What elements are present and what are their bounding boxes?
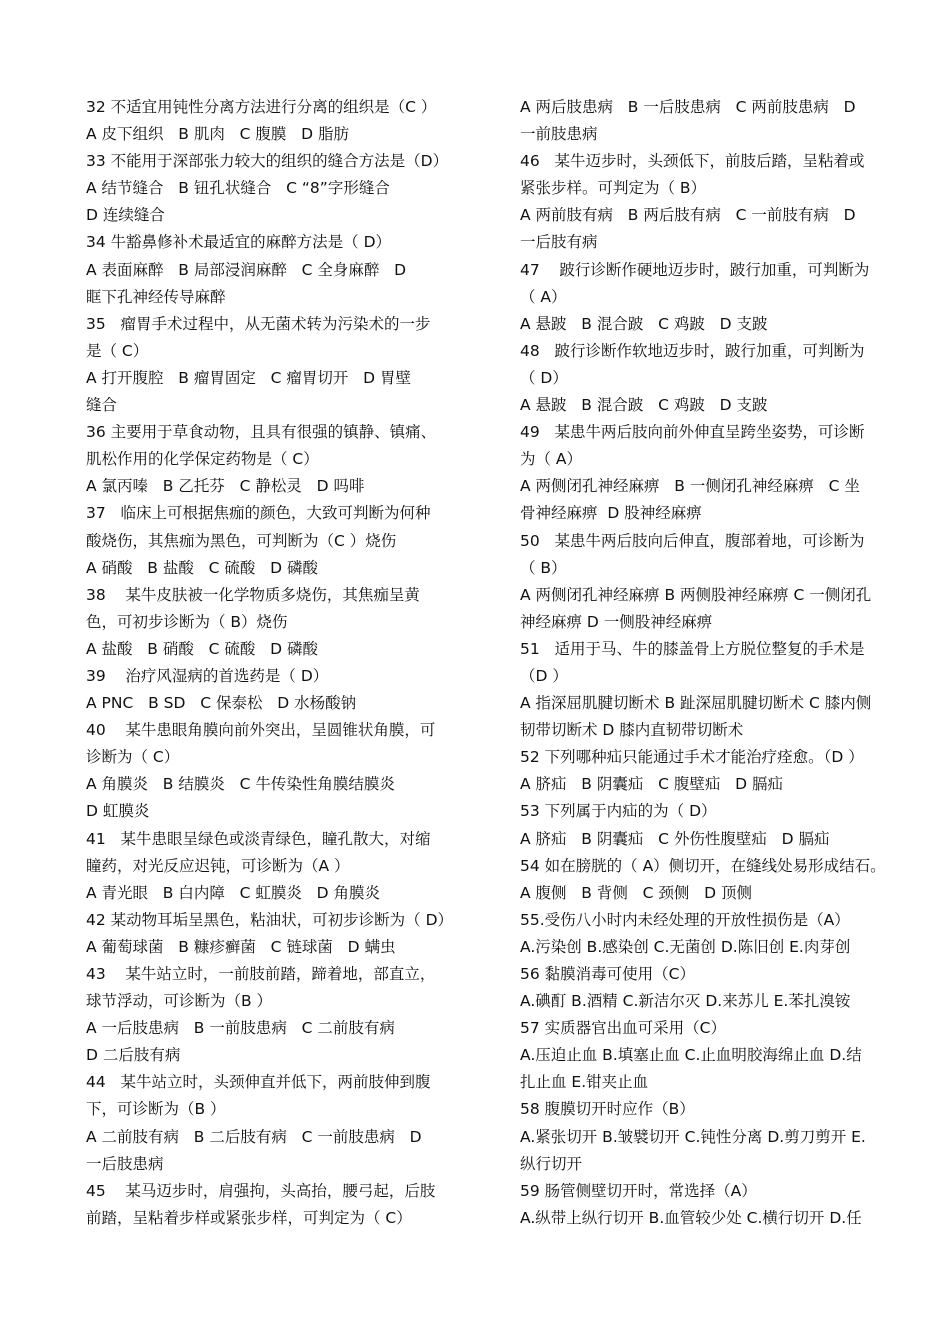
text-line: A 表面麻醉 B 局部浸润麻醉 C 全身麻醉 D [86,260,407,279]
text-line: 59 肠管侧壁切开时，常选择（A） [520,1181,757,1200]
text-line: 47 跛行诊断作硬地迈步时，跛行加重，可判断为 [520,260,870,279]
text-line: 缝合 [86,396,118,415]
text-line: A 打开腹腔 B 瘤胃固定 C 瘤胃切开 D 胃壁 [86,368,412,387]
text-line: 39 治疗风湿病的首选药是（ D） [86,666,329,685]
text-line: 肌松作用的化学保定药物是（ C） [86,450,319,469]
text-line: A.碘酊 B.酒精 C.新洁尔灭 D.来苏儿 E.苯扎溴铵 [520,992,851,1011]
text-line: 40 某牛患眼角膜向前外突出，呈圆锥状角膜，可 [86,721,436,740]
text-line: A 两后肢患病 B 一后肢患病 C 两前肢患病 D [520,98,856,116]
text-line: 神经麻痹 D 一侧股神经麻痹 [520,612,713,631]
text-line: 32 不适宜用钝性分离方法进行分离的组织是（C ） [86,98,437,116]
text-line: A 氯丙嗪 B 乙托芬 C 静松灵 D 吗啡 [86,477,365,496]
text-line: 41 某牛患眼呈绿色或淡青绿色，瞳孔散大，对缩 [86,829,431,848]
left-column [86,94,468,1232]
text-line: 色，可初步诊断为（ B）烧伤 [86,612,288,631]
text-line: A 两侧闭孔神经麻痹 B 一侧闭孔神经麻痹 C 坐 [520,477,860,496]
text-line: A 结节缝合 B 钮孔状缝合 C “8”字形缝合 [86,179,390,198]
text-line: A 硝酸 B 盐酸 C 硫酸 D 磷酸 [86,558,319,577]
text-line: 58 腹膜切开时应作（B） [520,1100,695,1119]
text-line: A 青光眼 B 白内障 C 虹膜炎 D 角膜炎 [86,883,381,902]
text-line: A 悬跛 B 混合跛 C 鸡跛 D 支跛 [520,314,768,333]
text-line: （ A） [520,287,567,306]
text-line: 55.受伤八小时内未经处理的开放性损伤是（A） [520,910,850,929]
text-line: 57 实质器官出血可采用（C） [520,1019,726,1038]
text-line: 54 如在膀胱的（ A）侧切开，在缝线处易形成结石。 [520,856,886,875]
text-line: A 盐酸 B 硝酸 C 硫酸 D 磷酸 [86,639,319,658]
text-line: A 葡萄球菌 B 糠疹癣菌 C 链球菌 D 螨虫 [86,937,396,956]
text-line: 纵行切开 [520,1154,583,1173]
text-line: 53 下列属于内疝的为（ D） [520,802,717,821]
text-line: 眶下孔神经传导麻醉 [86,287,226,306]
text-line: A.紧张切开 B.皱襞切开 C.钝性分离 D.剪刀剪开 E. [520,1127,866,1146]
text-line: 44 某牛站立时，头颈伸直并低下，两前肢伸到腹 [86,1073,431,1092]
text-line: （ B） [520,558,567,577]
text-line: D 虹膜炎 [86,802,150,821]
text-line: 扎止血 E.钳夹止血 [520,1073,649,1092]
text-line: A 指深屈肌腱切断术 B 趾深屈肌腱切断术 C 膝内侧 [520,694,872,713]
text-line: A 悬跛 B 混合跛 C 鸡跛 D 支跛 [520,396,768,415]
text-line: A 两前肢有病 B 两后肢有病 C 一前肢有病 D [520,206,856,225]
text-line: 37 临床上可根据焦痂的颜色，大致可判断为何种 [86,504,431,523]
text-line: A.纵带上纵行切开 B.血管较少处 C.横行切开 D.任 [520,1208,862,1227]
text-line: D 连续缝合 [86,206,165,225]
text-line: 45 某马迈步时，肩强拘，头高抬，腰弓起，后肢 [86,1181,436,1200]
text-line: A 脐疝 B 阴囊疝 C 腹壁疝 D 膈疝 [520,775,784,794]
text-line: A.污染创 B.感染创 C.无菌创 D.陈旧创 E.肉芽创 [520,937,851,956]
text-line: 33 不能用于深部张力较大的组织的缝合方法是（D） [86,152,449,171]
text-line: A 两侧闭孔神经麻痹 B 两侧股神经麻痹 C 一侧闭孔 [520,585,872,604]
text-line: 46 某牛迈步时，头颈低下，前肢后踏，呈粘着或 [520,152,865,171]
text-line: 一前肢患病 [520,125,598,144]
text-line: 一后肢有病 [520,233,598,252]
text-line: A PNC B SD C 保泰松 D 水杨酸钠 [86,694,357,713]
text-line: 36 主要用于草食动物，且具有很强的镇静、镇痛、 [86,423,437,442]
text-line: 42 某动物耳垢呈黑色，粘油状，可初步诊断为（ D） [86,910,454,929]
text-line: A 二前肢有病 B 二后肢有病 C 一前肢患病 D [86,1127,422,1146]
text-line: 酸烧伤，其焦痂为黑色，可判断为（C ）烧伤 [86,531,397,550]
text-line: 骨神经麻痹 D 股神经麻痹 [520,504,702,523]
text-line: 下，可诊断为（B ） [86,1100,226,1119]
text-line: A 脐疝 B 阴囊疝 C 外伤性腹壁疝 D 膈疝 [520,829,830,848]
text-line: 43 某牛站立时，一前肢前踏，蹄着地，部直立， [86,965,436,983]
text-line: （ D） [520,368,568,387]
text-line: A 角膜炎 B 结膜炎 C 牛传染性角膜结膜炎 [86,775,395,794]
text-line: 34 牛豁鼻修补术最适宜的麻醉方法是（ D） [86,233,392,252]
text-line: 49 某患牛两后肢向前外伸直呈跨坐姿势，可诊断 [520,423,865,442]
text-line: （D ） [520,666,568,685]
text-line: 球节浮动，可诊断为（B ） [86,992,273,1011]
text-line: 35 瘤胃手术过程中，从无菌术转为污染术的一步 [86,314,431,333]
text-line: 一后肢患病 [86,1154,164,1173]
text-line: 48 跛行诊断作软地迈步时，跛行加重，可判断为 [520,341,865,360]
text-line: 52 下列哪种疝只能通过手术才能治疗痊愈。（D ） [520,748,864,767]
text-line: 51 适用于马、牛的膝盖骨上方脱位整复的手术是 [520,639,865,658]
text-line: 韧带切断术 D 膝内直韧带切断术 [520,721,744,740]
text-line: 瞳药，对光反应迟钝，可诊断为（A ） [86,856,350,875]
text-line: 诊断为（ C） [86,748,180,767]
text-line: A 一后肢患病 B 一前肢患病 C 二前肢有病 [86,1019,395,1038]
text-line: A 腹侧 B 背侧 C 颈侧 D 顶侧 [520,883,753,902]
text-line: 50 某患牛两后肢向后伸直，腹部着地，可诊断为 [520,531,865,550]
right-column [520,94,910,1232]
text-line: D 二后肢有病 [86,1046,181,1065]
text-line: 为（ A） [520,450,583,469]
text-line: A 皮下组织 B 肌肉 C 腹膜 D 脂肪 [86,125,350,144]
text-line: 是（ C） [86,341,149,360]
text-line: 38 某牛皮肤被一化学物质多烧伤，其焦痂呈黄 [86,585,420,604]
text-line: 前踏，呈粘着步样或紧张步样，可判定为（ C） [86,1208,412,1227]
text-line: 紧张步样。可判定为（ B） [520,179,707,198]
text-line: 56 黏膜消毒可使用（C） [520,965,695,983]
text-line: A.压迫止血 B.填塞止血 C.止血明胶海绵止血 D.结 [520,1046,862,1065]
